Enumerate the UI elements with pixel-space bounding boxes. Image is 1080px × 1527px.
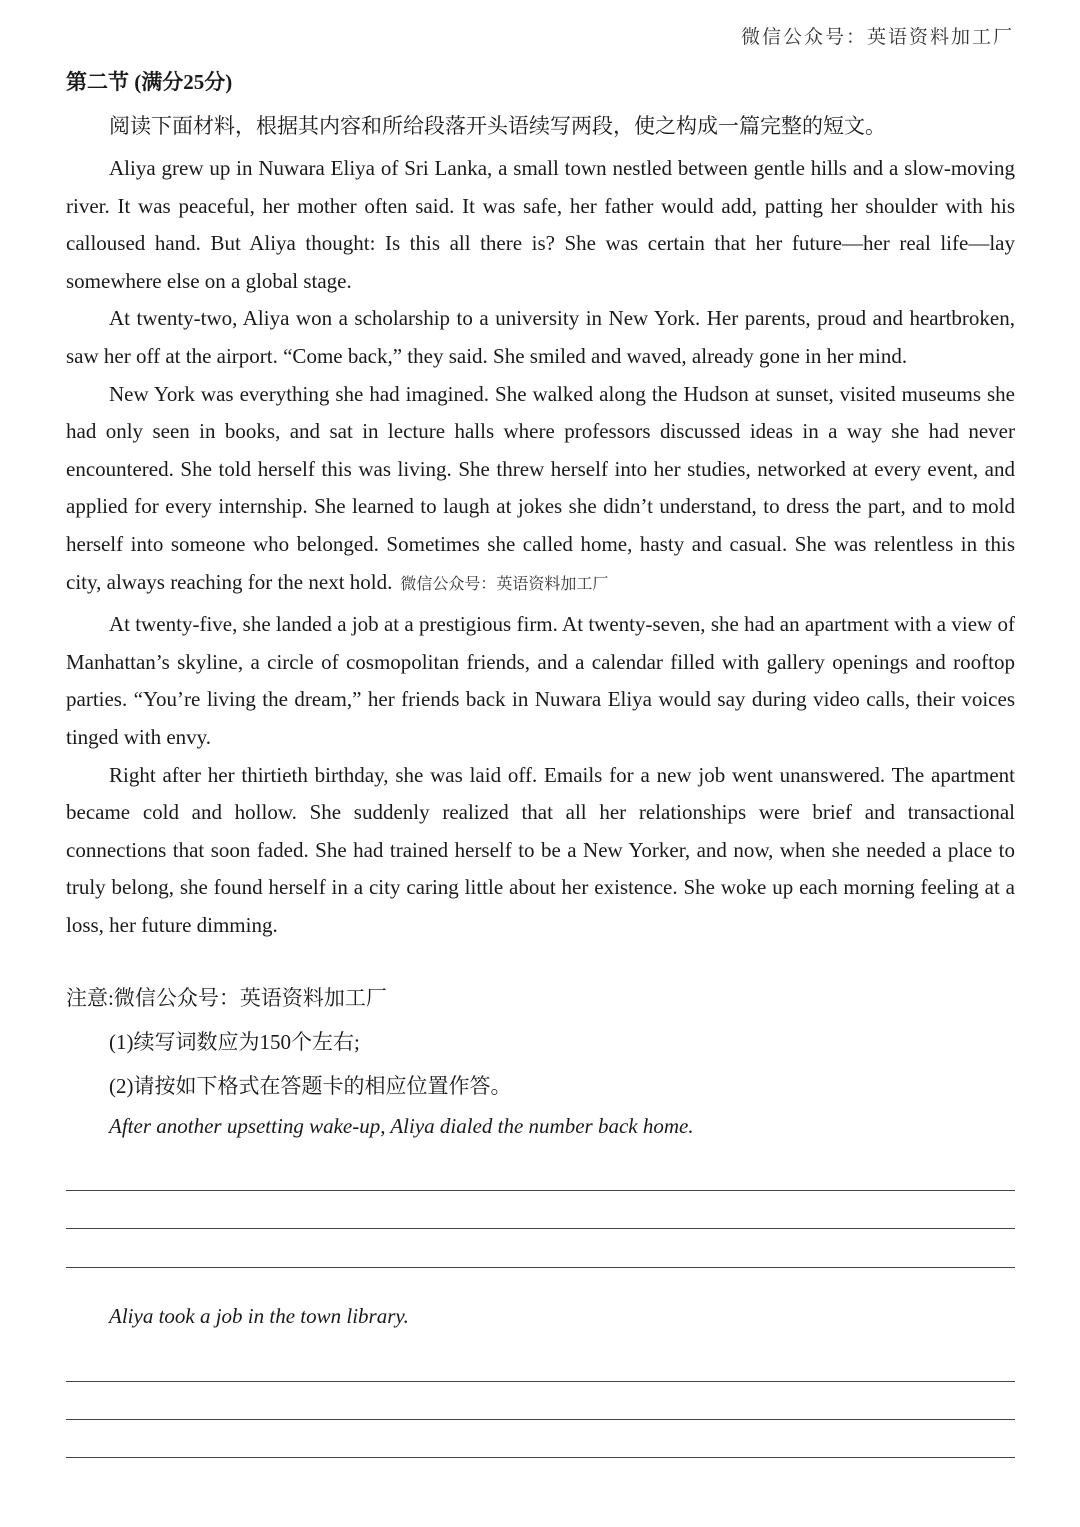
notes-label: 注意:微信公众号：英语资料加工厂 — [66, 986, 387, 1010]
answer-line[interactable] — [66, 1381, 1015, 1382]
answer-line[interactable] — [66, 1228, 1015, 1229]
story-paragraph-5: Right after her thirtieth birthday, she was laid off. Emails for a new job went unanswered. The apartment became cold and hollow. She suddenly realized that all her relationships were brief and transactional connections that soon faded. She had trained herself to be a New Yorker, and now, when she needed a place to truly belong, she found herself in a city caring little about her existence. She woke up each morning feeling at a loss, her future dimming. — [66, 762, 1015, 937]
story-paragraph-4: At twenty-five, she landed a job at a prestigious firm. At twenty-seven, she had an apartment with a view of Manhattan’s skyline, a circle of cosmopolitan friends, and a calendar filled with gallery openings and rooftop parties. “You’re living the dream,” her friends back in Nuwara Eliya would say during video calls, their voices tinged with envy. — [66, 612, 1015, 749]
section-title: 第二节 (满分25分) — [66, 70, 233, 94]
inline-watermark: 微信公众号：英语资料加工厂 — [400, 575, 609, 593]
instruction-text: 阅读下面材料，根据其内容和所给段落开头语续写两段，使之构成一篇完整的短文。 — [109, 114, 886, 138]
note-format: (2)请按如下格式在答题卡的相应位置作答。 — [109, 1074, 512, 1098]
story-paragraph-3 — [66, 376, 1015, 604]
story-body — [66, 150, 1015, 944]
header-watermark: 微信公众号：英语资料加工厂 — [740, 27, 1014, 48]
answer-line[interactable] — [66, 1190, 1015, 1191]
note-word-count: (1)续写词数应为150个左右; — [109, 1030, 360, 1054]
story-paragraph-1: Aliya grew up in Nuwara Eliya of Sri Lanka, a small town nestled between gentle hills and a slow-moving river. It was peaceful, her mother often said. It was safe, her father would add, patting her shoulder with his calloused hand. But Aliya thought: Is this all there is? She was certain that her future—her real life—lay somewhere else on a global stage. — [66, 156, 1015, 293]
answer-line[interactable] — [66, 1457, 1015, 1458]
answer-line[interactable] — [66, 1267, 1015, 1268]
story-paragraph-3-text: New York was everything she had imagined. She walked along the Hudson at sunset, visited museums she had only seen in books, and sat in lecture halls where professors discussed ideas in a way she had never encountered. She told herself this was living. She threw herself into her studies, networked at every event, and applied for every internship. She learned to laugh at jokes she didn’t understand, to dress the part, and to mold herself into someone who belonged. Sometimes she called home, hasty and casual. She was relentless in this city, always reaching for the next hold. — [66, 381, 1015, 594]
prompt-second-paragraph: Aliya took a job in the town library. — [109, 1304, 409, 1328]
answer-line[interactable] — [66, 1419, 1015, 1420]
story-paragraph-2: At twenty-two, Aliya won a scholarship to a university in New York. Her parents, proud and heartbroken, saw her off at the airport. “Come back,” they said. She smiled and waved, already gone in her mind. — [66, 306, 1015, 368]
prompt-first-paragraph: After another upsetting wake-up, Aliya dialed the number back home. — [109, 1114, 694, 1138]
